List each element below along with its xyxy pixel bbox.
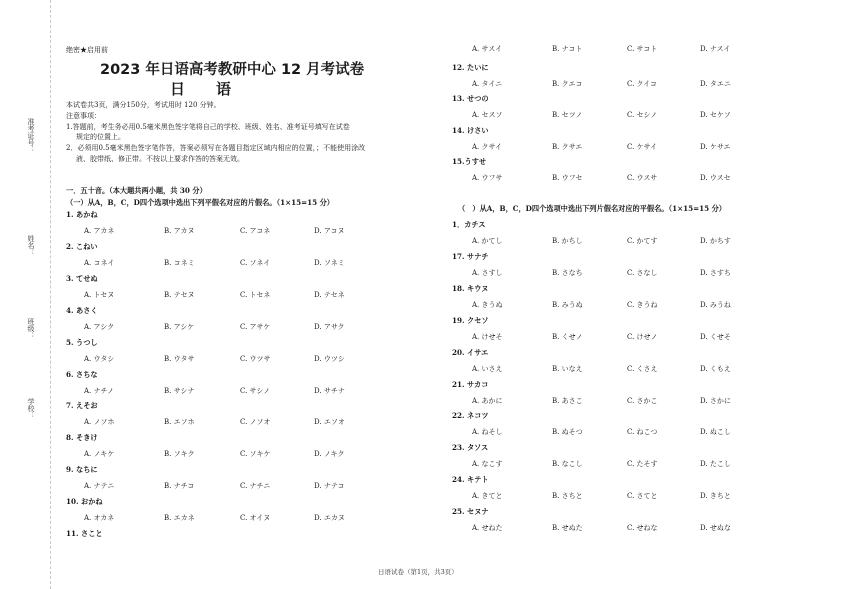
- answer-option: C. ねこつ: [627, 428, 658, 437]
- answer-option: D. くもえ: [700, 364, 731, 373]
- answer-option: C. ウツサ: [240, 354, 271, 363]
- answer-option: D. みうね: [700, 300, 731, 309]
- answer-option: B. せぬた: [552, 524, 583, 533]
- exam-title: 2023 年日语高考教研中心 12 月考试卷: [100, 62, 365, 78]
- answer-option: A. クサイ: [472, 143, 503, 151]
- answer-option: C. クイコ: [627, 80, 657, 88]
- answer-option: D. きちと: [700, 492, 731, 501]
- answer-option: B. エカネ: [164, 514, 195, 523]
- answer-option: C. アコネ: [240, 227, 271, 235]
- answer-option: C. トセネ: [240, 290, 271, 299]
- answer-option: A. ウタシ: [84, 354, 115, 363]
- answer-option: B. ぬそつ: [552, 428, 583, 437]
- answer-option: C. たそす: [627, 460, 658, 469]
- answer-option: B. アカヌ: [164, 227, 195, 235]
- answer-option: D. テセネ: [314, 290, 345, 299]
- answer-option: D. かちす: [700, 237, 731, 245]
- answer-option: C. きうね: [627, 300, 658, 309]
- answer-option: C. オイヌ: [240, 514, 271, 523]
- answer-option: C. さてと: [627, 492, 658, 501]
- answer-option: C. ナチニ: [240, 482, 271, 491]
- notice-title: 注意事项：: [66, 112, 101, 120]
- answer-option: A. アカネ: [84, 227, 115, 235]
- question-stem: 25. セヌナ: [452, 507, 489, 517]
- question-stem: 19. クセソ: [452, 315, 489, 325]
- answer-option: A. きうぬ: [472, 300, 503, 309]
- question-stem: 17. サナチ: [452, 251, 489, 261]
- question-stem: 5. うつし: [66, 337, 98, 347]
- answer-option: C. ウスサ: [627, 174, 658, 182]
- answer-option: A. ねそし: [472, 428, 503, 437]
- question-stem: 1. あかね: [66, 210, 98, 219]
- question-stem: 1．カチス: [452, 220, 486, 229]
- question-stem: 8. そきけ: [66, 433, 98, 443]
- answer-option: D. ナテコ: [314, 482, 345, 491]
- question-stem: 24. キテト: [452, 475, 489, 485]
- answer-option: D. エカヌ: [314, 514, 345, 523]
- answer-option: A. オカネ: [84, 514, 115, 523]
- class-label: 班级：: [27, 318, 35, 339]
- answer-option: B. さちと: [552, 492, 583, 501]
- answer-option: D. アサク: [314, 322, 345, 331]
- question-stem: 14. けさい: [452, 126, 489, 135]
- answer-option: D. ノキク: [314, 450, 345, 459]
- question-stem: 12. たいに: [452, 63, 489, 72]
- answer-option: C. せねな: [627, 524, 658, 533]
- question-stem: 22. ネコツ: [452, 411, 489, 421]
- question-stem: 6. さちな: [66, 369, 98, 379]
- notice-1: 1.答题前，考生务必用0.5毫米黑色签字笔将自己的学校、班级、姓名、准考证号填写在试卷: [66, 123, 350, 131]
- answer-option: C. けせノ: [627, 332, 658, 341]
- exam-subject: 日 语: [170, 80, 240, 98]
- answer-option: A. トセヌ: [84, 290, 115, 299]
- answer-option: D. ウスセ: [700, 174, 731, 182]
- binding-margin-line: [50, 0, 51, 589]
- answer-option: A. なこす: [472, 460, 503, 469]
- answer-option: B. テセヌ: [164, 290, 195, 299]
- answer-option: C. さかこ: [627, 396, 658, 405]
- answer-option: A. きてと: [472, 492, 503, 501]
- answer-option: C. サシノ: [240, 386, 271, 395]
- answer-option: A. ノソホ: [84, 418, 115, 427]
- answer-option: B. あさこ: [552, 396, 583, 405]
- answer-option: C. ソネイ: [240, 258, 271, 267]
- answer-option: B. かちし: [552, 237, 583, 245]
- answer-option: D. ぬこし: [700, 428, 731, 437]
- answer-option: B. ウフセ: [552, 174, 583, 182]
- answer-option: A. アシク: [84, 322, 115, 331]
- answer-option: D. せぬな: [700, 524, 731, 533]
- answer-option: B. さなち: [552, 268, 583, 277]
- answer-option: C. ケサイ: [627, 143, 658, 151]
- question-stem: 3. てせぬ: [66, 273, 98, 283]
- answer-option: D. ウツシ: [314, 354, 345, 363]
- question-stem: 21. サカコ: [452, 379, 489, 389]
- answer-option: B. ソキク: [164, 450, 195, 459]
- question-stem: 15.うすせ: [452, 157, 487, 166]
- question-stem: 11. さこと: [66, 529, 103, 538]
- page-footer: 日语试卷（第1页，共3页）: [378, 568, 458, 576]
- answer-option: A. コネイ: [84, 258, 115, 267]
- answer-option: A. ナテニ: [84, 482, 115, 491]
- question-stem: 23. タソス: [452, 443, 489, 453]
- question-stem: 9. なちに: [66, 465, 98, 475]
- question-stem: 13. せつの: [452, 94, 489, 103]
- answer-option: A. サスイ: [472, 45, 503, 53]
- answer-option: A. けせそ: [472, 332, 503, 341]
- answer-option: D. ナスイ: [700, 45, 731, 53]
- question-stem: 20. イサエ: [452, 347, 489, 357]
- answer-option: A. さすし: [472, 268, 503, 277]
- answer-option: B. セツノ: [552, 111, 583, 119]
- answer-option: C. くさえ: [627, 364, 658, 373]
- answer-option: B. クサエ: [552, 143, 583, 151]
- question-stem: 4. あさく: [66, 305, 98, 315]
- answer-option: C. かてす: [627, 237, 658, 245]
- answer-option: D. ソネミ: [314, 258, 345, 267]
- answer-option: B. コネミ: [164, 258, 195, 267]
- answer-option: D. くせそ: [700, 332, 731, 341]
- answer-option: B. ナコト: [552, 45, 583, 53]
- answer-option: B. クエコ: [552, 80, 583, 88]
- answer-option: D. ケサエ: [700, 143, 731, 151]
- answer-option: D. セケソ: [700, 111, 731, 119]
- question-stem: 2. こねい: [66, 241, 98, 251]
- question-stem: 10. おかね: [66, 497, 103, 507]
- answer-option: D. アコヌ: [314, 227, 345, 235]
- answer-option: C. ソキケ: [240, 450, 271, 459]
- answer-option: C. サコト: [627, 45, 658, 53]
- answer-option: A. いさえ: [472, 364, 503, 373]
- answer-option: B. みうぬ: [552, 300, 583, 309]
- notice-1-cont: 规定的位置上。: [76, 133, 125, 141]
- answer-option: A. ウフサ: [472, 174, 503, 182]
- school-label: 学校：: [27, 398, 35, 419]
- answer-option: C. セシノ: [627, 111, 658, 119]
- exam-info: 本试卷共3页，满分150分，考试用时 120 分钟。: [66, 101, 221, 109]
- answer-option: D. エソオ: [314, 418, 345, 427]
- answer-option: A. かてし: [472, 237, 503, 245]
- exam-number-label: 准考证号：: [27, 118, 35, 153]
- notice-2-cont: 液、胶带纸、修正带。不按以上要求作答的答案无效。: [76, 155, 244, 163]
- answer-option: A. あかに: [472, 396, 503, 405]
- answer-option: C. ノソオ: [240, 418, 271, 427]
- question-stem: 18. キウヌ: [452, 283, 489, 293]
- answer-option: B. ナチコ: [164, 482, 195, 491]
- confidential-mark: 绝密★启用前: [66, 46, 108, 54]
- answer-option: D. さすち: [700, 268, 731, 277]
- answer-option: B. いなえ: [552, 364, 583, 373]
- answer-option: D. サチナ: [314, 386, 345, 395]
- answer-option: A. タイニ: [472, 80, 503, 88]
- answer-option: B. ウタサ: [164, 354, 195, 363]
- answer-option: C. アサケ: [240, 322, 271, 331]
- answer-option: A. セスソ: [472, 111, 503, 119]
- answer-option: B. くせノ: [552, 332, 583, 341]
- answer-option: B. アシケ: [164, 322, 195, 331]
- question-stem: 7. えそお: [66, 401, 98, 411]
- answer-option: A. ナチノ: [84, 386, 115, 395]
- answer-option: B. エソホ: [164, 418, 195, 427]
- answer-option: B. サシナ: [164, 386, 195, 395]
- part1-instructions: （一）从A，B，C，D四个选项中选出下列平假名对应的片假名。（1×15=15 分）: [66, 198, 334, 207]
- section-title: 一．五十音。（本大题共两小题，共 30 分）: [66, 186, 207, 195]
- answer-option: C. さなし: [627, 268, 658, 277]
- notice-2: 2．必须用0.5毫米黑色签字笔作答，答案必须写在各题目指定区域内相应的位置，；不能使用涂改: [66, 144, 366, 152]
- answer-option: D. たこし: [700, 460, 731, 469]
- answer-option: D. さかに: [700, 396, 731, 405]
- name-label: 姓名：: [27, 235, 35, 256]
- answer-option: A. せねた: [472, 524, 503, 533]
- answer-option: A. ノキケ: [84, 450, 115, 459]
- part2-instructions: （ ）从A，B，C，D四个选项中选出下列片假名对应的平假名。（1×15=15 分）: [458, 204, 726, 213]
- answer-option: B. なこし: [552, 460, 583, 469]
- answer-option: D. タエニ: [700, 80, 731, 88]
